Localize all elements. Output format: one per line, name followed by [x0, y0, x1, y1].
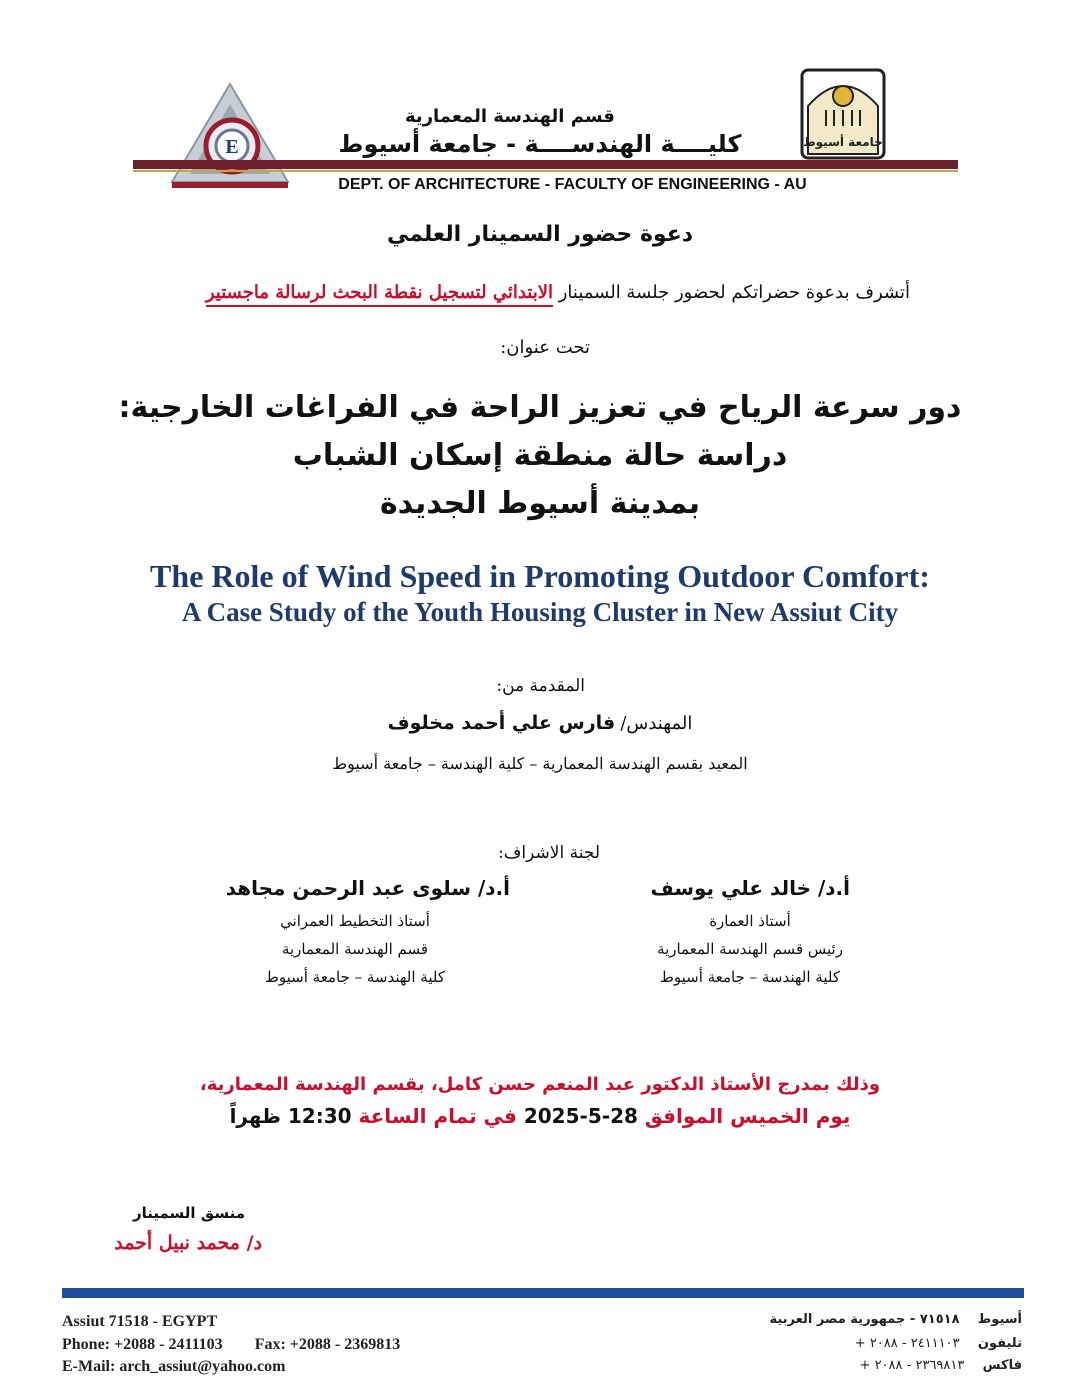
svg-text:جامعة أسيوط: جامعة أسيوط [803, 135, 883, 149]
committee-member-name: أ.د/ خالد علي يوسف [650, 876, 850, 900]
coordinator-label: منسق السمينار [132, 1204, 245, 1222]
thesis-title-en-line1: The Role of Wind Speed in Promoting Outdoor Comfort: [150, 558, 930, 594]
committee-member-dept: قسم الهندسة المعمارية [281, 940, 429, 958]
committee-member-name: أ.د/ سلوى عبد الرحمن مجاهد [225, 876, 510, 900]
committee-member-faculty: كلية الهندسة – جامعة أسيوط [660, 968, 840, 986]
presenter-name: فارس علي أحمد مخلوف [387, 712, 616, 734]
committee-member-1 [600, 876, 900, 986]
coordinator-name: د/ محمد نبيل أحمد [114, 1232, 262, 1254]
footer-contact-en [62, 1336, 400, 1354]
presenter-prefix: المهندس/ [620, 713, 693, 734]
footer-fax-ar [700, 1358, 1022, 1373]
presenter-name-line [300, 712, 780, 734]
footer-address-ar-value: ٧١٥١٨ - جمهورية مصر العربية [769, 1312, 960, 1327]
venue-period: ظهراً [229, 1104, 281, 1128]
footer-fax-ar-label: فاكس [982, 1358, 1022, 1373]
venue-location: وذلك بمدرج الأستاذ الدكتور عبد المنعم حسن كامل، بقسم الهندسة المعمارية، [199, 1074, 881, 1095]
invitation-title: دعوة حضور السمينار العلمي [386, 222, 694, 247]
committee-member-faculty: كلية الهندسة – جامعة أسيوط [265, 968, 445, 986]
footer-phone-ar-value: ٢٤١١١٠٣ - ٢٠٨٨ + [854, 1336, 960, 1351]
venue-datetime [140, 1104, 940, 1128]
venue-day: يوم الخميس الموافق [644, 1104, 851, 1128]
thesis-title-ar-line2: دراسة حالة منطقة إسكان الشباب [292, 438, 788, 473]
footer-email-en[interactable]: E-Mail: arch_assiut@yahoo.com [62, 1358, 286, 1375]
footer-phone-en: Phone: +2088 - 2411103 [62, 1336, 223, 1353]
footer-address-ar [700, 1312, 1022, 1327]
header-rule-accent [133, 170, 958, 172]
letterhead [0, 0, 1080, 200]
dept-name-ar: قسم الهندسة المعمارية [405, 106, 615, 127]
under-title-label: تحت عنوان: [500, 337, 590, 358]
footer-rule [62, 1288, 1024, 1298]
footer-address-en: Assiut 71518 - EGYPT [62, 1313, 218, 1330]
venue-time: 12:30 [287, 1104, 352, 1128]
presenter-label: المقدمة من: [496, 676, 585, 696]
footer-fax-en: Fax: +2088 - 2369813 [254, 1336, 401, 1353]
faculty-logo-icon [170, 82, 290, 190]
university-logo-icon [798, 66, 888, 162]
thesis-title-ar-line1: دور سرعة الرياح في تعزيز الراحة في الفراغات الخارجية: [118, 390, 962, 425]
presenter-affiliation: المعيد بقسم الهندسة المعمارية – كلية الهندسة – جامعة أسيوط [332, 754, 748, 773]
committee-label: لجنة الاشراف: [498, 843, 600, 863]
venue-at: في تمام الساعة [358, 1104, 517, 1128]
header-rule [133, 160, 958, 169]
dept-name-en: DEPT. OF ARCHITECTURE - FACULTY OF ENGINEERING - AU [338, 176, 807, 193]
venue-date: 28-5-2025 [523, 1104, 638, 1128]
committee-member-title: أستاذ العمارة [709, 912, 791, 930]
thesis-title-ar-line3: بمدينة أسيوط الجديدة [379, 486, 701, 521]
footer-fax-ar-value: ٢٣٦٩٨١٣ - ٢٠٨٨ + [859, 1358, 965, 1373]
committee-member-title: أستاذ التخطيط العمراني [280, 912, 430, 930]
committee-member-dept: رئيس قسم الهندسة المعمارية [657, 940, 843, 958]
committee-member-2 [190, 876, 520, 986]
thesis-title-en-line2: A Case Study of the Youth Housing Cluster in New Assiut City [181, 597, 899, 627]
invitation-intro [90, 282, 910, 303]
footer-address-ar-label: أسيوط [977, 1312, 1022, 1327]
invitation-highlight: الابتدائي لتسجيل نقطة البحث لرسالة ماجستير [206, 282, 553, 307]
footer-phone-ar [700, 1336, 1022, 1351]
faculty-name-ar: كليــــة الهندســــة - جامعة أسيوط [338, 130, 742, 158]
svg-text:E: E [225, 136, 239, 158]
footer-phone-ar-label: تليفون [977, 1336, 1022, 1351]
invitation-intro-text: أتشرف بدعوة حضراتكم لحضور جلسة السمينار [558, 282, 910, 303]
